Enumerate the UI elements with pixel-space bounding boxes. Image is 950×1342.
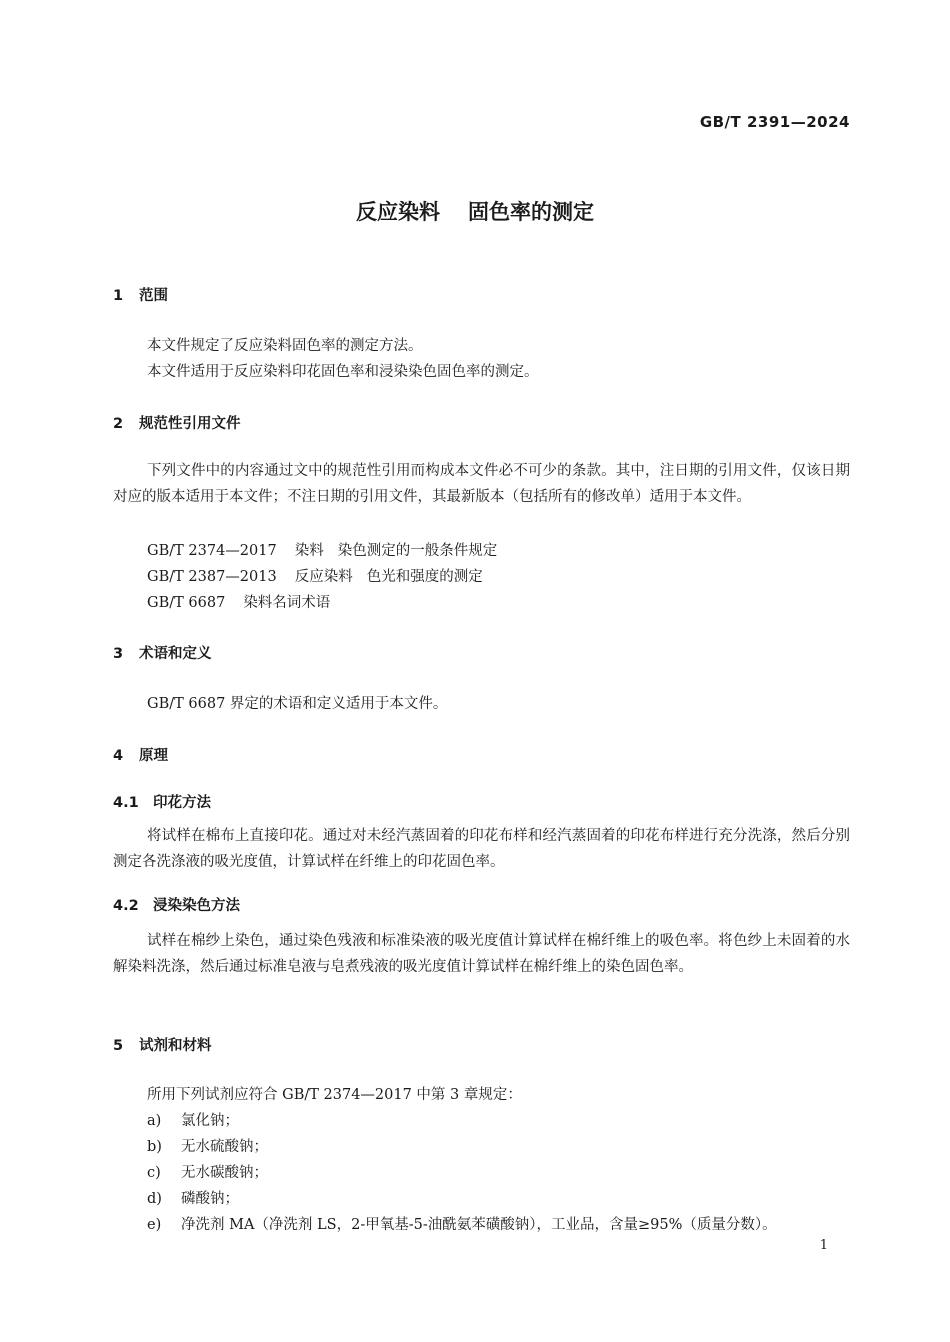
reference-code: GB/T 6687 xyxy=(147,595,226,611)
section-number: 2 xyxy=(113,416,124,432)
section-number: 3 xyxy=(113,646,124,662)
page-number: 1 xyxy=(819,1238,828,1253)
section-3-paragraph: GB/T 6687 界定的术语和定义适用于本文件。 xyxy=(147,696,448,712)
list-item xyxy=(147,1187,239,1208)
list-item-text: 净洗剂 MA（净洗剂 LS，2-甲氧基-5-油酰氨苯磺酸钠），工业品，含量≥95%（质量分数）。 xyxy=(181,1217,777,1233)
section-number: 5 xyxy=(113,1038,124,1054)
title-part-2: 固色率的测定 xyxy=(468,200,594,224)
section-4-2-paragraph: 试样在棉纱上染色，通过染色残液和标准染液的吸光度值计算试样在棉纤维上的吸色率。将色纱上未固着的水解染料洗涤，然后通过标准皂液与皂煮残液的吸光度值计算试样在棉纤维上的染色固色率。 xyxy=(113,933,850,975)
section-title: 浸染染色方法 xyxy=(153,898,240,914)
section-1-heading xyxy=(113,284,168,305)
reference-title-b: 染色测定的一般条件规定 xyxy=(337,543,498,559)
section-2-heading xyxy=(113,412,241,433)
section-1-paragraph-1: 本文件规定了反应染料固色率的测定方法。 xyxy=(147,338,423,354)
list-item xyxy=(147,1109,239,1130)
list-item-label: a) xyxy=(147,1113,162,1129)
section-title: 规范性引用文件 xyxy=(139,416,241,432)
section-4-1-heading xyxy=(113,791,211,812)
section-title: 范围 xyxy=(139,288,168,304)
section-title: 术语和定义 xyxy=(139,646,212,662)
reference-code: GB/T 2387—2013 xyxy=(147,569,277,585)
reference-title-a: 反应染料 xyxy=(294,569,353,585)
list-item-label: b) xyxy=(147,1139,162,1155)
section-number: 1 xyxy=(113,288,124,304)
list-item xyxy=(147,1161,268,1182)
list-item-label: d) xyxy=(147,1191,162,1207)
reference-title-b: 色光和强度的测定 xyxy=(366,569,483,585)
section-title: 试剂和材料 xyxy=(139,1038,212,1054)
list-item xyxy=(147,1135,268,1156)
section-2-intro: 下列文件中的内容通过文中的规范性引用而构成本文件必不可少的条款。其中，注日期的引用文件，仅该日期对应的版本适用于本文件；不注日期的引用文件，其最新版本（包括所有的修改单）适用于本文件。 xyxy=(113,463,850,505)
section-4-1-paragraph: 将试样在棉布上直接印花。通过对未经汽蒸固着的印花布样和经汽蒸固着的印花布样进行充分洗涤，然后分别测定各洗涤液的吸光度值，计算试样在纤维上的印花固色率。 xyxy=(113,828,850,870)
section-5-intro: 所用下列试剂应符合 GB/T 2374—2017 中第 3 章规定： xyxy=(147,1087,522,1103)
section-title: 印花方法 xyxy=(153,795,211,811)
list-item-text: 无水硫酸钠； xyxy=(181,1139,268,1155)
section-1-paragraph-2: 本文件适用于反应染料印花固色率和浸染染色固色率的测定。 xyxy=(147,364,539,380)
standard-number: GB/T 2391—2024 xyxy=(699,113,850,131)
list-item-text: 氯化钠； xyxy=(181,1113,239,1129)
list-item-label: c) xyxy=(147,1165,161,1181)
section-title: 原理 xyxy=(139,748,168,764)
section-number: 4.1 xyxy=(113,795,139,811)
section-number: 4.2 xyxy=(113,898,139,914)
reference-item xyxy=(147,591,330,612)
reference-code: GB/T 2374—2017 xyxy=(147,543,277,559)
title-part-1: 反应染料 xyxy=(356,200,440,224)
list-item xyxy=(147,1213,777,1234)
reference-title-a: 染料名词术语 xyxy=(243,595,331,611)
section-number: 4 xyxy=(113,748,124,764)
reference-title-a: 染料 xyxy=(294,543,324,559)
section-3-heading xyxy=(113,642,212,663)
reference-item xyxy=(147,539,497,560)
section-5-heading xyxy=(113,1034,212,1055)
list-item-label: e) xyxy=(147,1217,162,1233)
list-item-text: 无水碳酸钠； xyxy=(181,1165,268,1181)
section-4-heading xyxy=(113,744,168,765)
list-item-text: 磷酸钠； xyxy=(181,1191,239,1207)
document-title xyxy=(0,196,950,226)
section-4-2-heading xyxy=(113,894,240,915)
reference-item xyxy=(147,565,483,586)
